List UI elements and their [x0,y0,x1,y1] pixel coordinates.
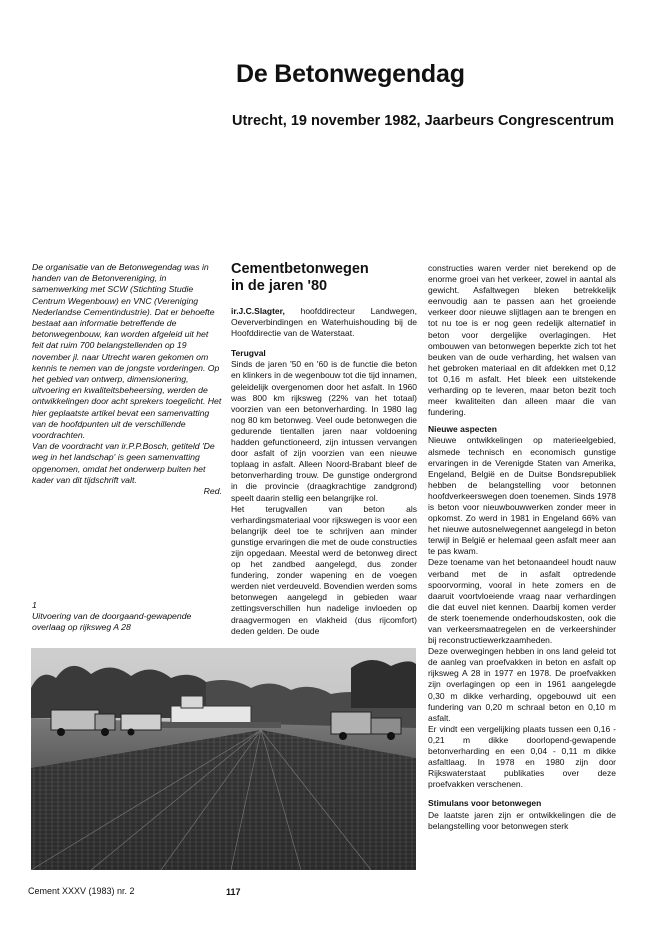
section-heading-terugval: Terugval [231,348,266,359]
editor-signature: Red. [203,486,222,497]
page-number: 117 [226,887,241,897]
page-title: De Betonwegendag [236,60,465,88]
journal-reference: Cement XXXV (1983) nr. 2 [28,886,135,896]
figure-caption [32,600,227,633]
paragraph-constructies: constructies waren verder niet berekend op de enorme groei van het verkeer, zowel in aantal als gewicht. Asfaltwegen bleken betrekkelijk eenvoudig aan te passen aan het groeiende verkeer door nieuwe slijtlagen aan te brengen en tot nu toe is er nog geen redelijk alternatief in beton voor dergelijke overlagingen. Het ombouwen van betonwegen beperkte zich tot het beuken van de oude verharding, het walsen van het gebroken materiaal en dit afdekken met 0,12 tot 0,16 m asfalt. Het bleek een uitstekende verharding op te leveren, maar beton bezit toch meer kwaliteiten dan alleen maar die van fundering. [428,263,616,418]
paragraph-nieuwe-1: Nieuwe ontwikkelingen op materieelgebied, alsmede technisch en economisch gunstige ervaringen in de Verenigde Staten van Amerika, Engeland, België en de Duitse Bondsrepubliek hebben de belangstelling voor betonnen hoofdverkeerswegen doen toenemen. Sinds 1978 is beton voor nieuwbouwwerken zonder meer in opkomst. Zo werd in 1981 in Engeland 66% van het nieuwe autosnelwegennet aangelegd in beton terwijl in België er helemaal geen asfalt meer aan te pas kwam. [428,435,616,557]
intro-paragraph-2: Van de voordracht van ir.P.P.Bosch, getiteld 'De weg in het landschap' is geen samenvatting opgenomen, omdat het onderwerp buiten het kader van dit tijdschrift valt. [32,441,215,485]
section-heading-stimulans: Stimulans voor betonwegen [428,798,542,809]
page-subtitle: Utrecht, 19 november 1982, Jaarbeurs Congrescentrum [232,113,614,129]
road-construction-photo [31,648,416,870]
section-heading-nieuwe-aspecten: Nieuwe aspecten [428,424,497,435]
paragraph-nieuwe-2: Deze toename van het betonaandeel houdt nauw verband met de in asfalt optredende spoorvorming, vooral in hete zomers en de daaruit voortvloeiende vraag naar verhardingen die dat euvel niet kennen. Daarbij komen verder de sterk toenemende onderhoudskosten, ook die van verkeersmaatregelen en de verkeershinder bij reconstructiewerkzaamheden. [428,557,616,646]
author-name: ir.J.C.Slagter, [231,306,285,316]
article-title-line-2: in de jaren '80 [231,278,328,294]
figure-number: 1 [32,600,37,610]
paragraph-nieuwe-3: Deze overwegingen hebben in ons land geleid tot de aanleg van proefvakken in beton en asfalt op rijksweg A 28 in 1977 en 1978. De proefvakken zijn overlagingen op een in 1961 aangelegde 0,30 m dikke verharding, opgebouwd uit een fundering van 0,20 m schraal beton en 0,10 m asfalt. [428,646,616,723]
author-affiliation: hoofddirecteur Landwegen, Oeververbindingen en Waterhuishouding bij de Hoofddirectie van de Waterstaat. [231,306,417,339]
photo-illustration [31,648,416,870]
article-title [231,261,421,295]
paragraph-stimulans: De laatste jaren zijn er ontwikkelingen die de belangstelling voor betonwegen sterk [428,809,616,831]
author-line [231,306,417,339]
article-column-1 [231,306,417,637]
paragraph-nieuwe-4: Er vindt een vergelijking plaats tussen een 0,16 - 0,21 m dikke doorlopend-gewapende betonverharding en een 0,04 - 0,11 m dikke asfaltlaag. In 1978 en 1980 zijn door Rijkswaterstaat publikaties over deze proefvakken verschenen. [428,723,616,790]
intro-paragraph: De organisatie van de Betonwegendag was in handen van de Betonvereniging, in samenwerking met SCW (Stichting Studie Centrum Wegenbouw) en VNC (Vereniging Nederlandse Cementindustrie). Dat er behoefte bestaat aan informatie betreffende de betonwegenbouw, kan worden afgeleid uit het feit dat ruim 700 belangstellenden op 19 november jl. naar Utrecht waren gekomen om kennis te nemen van de jongste vorderingen. Op het gebied van ontwerp, dimensionering, uitvoering en kwaliteitsbeheersing, werden de ontwikkelingen door acht sprekers toegelicht. Het hier geplaatste artikel bevat een samenvatting van de hoofdpunten uit de verschillende voordrachten. [32,262,222,441]
article-title-line-1: Cementbetonwegen [231,261,369,277]
intro-block [32,262,222,497]
article-column-2 [428,263,616,832]
figure-caption-text: Uitvoering van de doorgaand-gewapende overlaag op rijksweg A 28 [32,611,192,632]
paragraph-terugval-2: Het terugvallen van beton als verhardingsmateriaal voor rijkswegen is voor een belangrijk deel toe te schrijven aan minder gunstige ervaringen die met de oude constructies zijn opgedaan. Meestal werd de betonweg direct op het zandbed aangelegd, dus zonder fundering, zonder wapening en de voegen werden niet verdeuveld. Bovendien werden soms betonwegen aangelegd in gebieden waar zettingsverschillen hun nadelige invloeden op draagvermogen en vlakheid (dus rijcomfort) deden gelden. De oude [231,503,417,636]
paragraph-terugval-1: Sinds de jaren '50 en '60 is de functie die beton en klinkers in de wegenbouw tot die tijd innamen, geleidelijk overgenomen door het asfalt. In 1960 was 800 km rijksweg (22% van het totaal) voorzien van een betonverharding. In 1980 lag nog 80 km betonweg. Veel oude betonwegen die gedurende tientallen jaren naar voldoening hadden gefunctioneerd, zijn intussen vervangen door asfalt of zijn voorzien van een nieuwe toplaag in asfalt. Alleen Noord-Brabant bleef de betonverharding trouw. De gunstige ondergrond in die provincie (draagkrachtige zandgrond) speelt daarin stellig een belangrijke rol. [231,359,417,503]
